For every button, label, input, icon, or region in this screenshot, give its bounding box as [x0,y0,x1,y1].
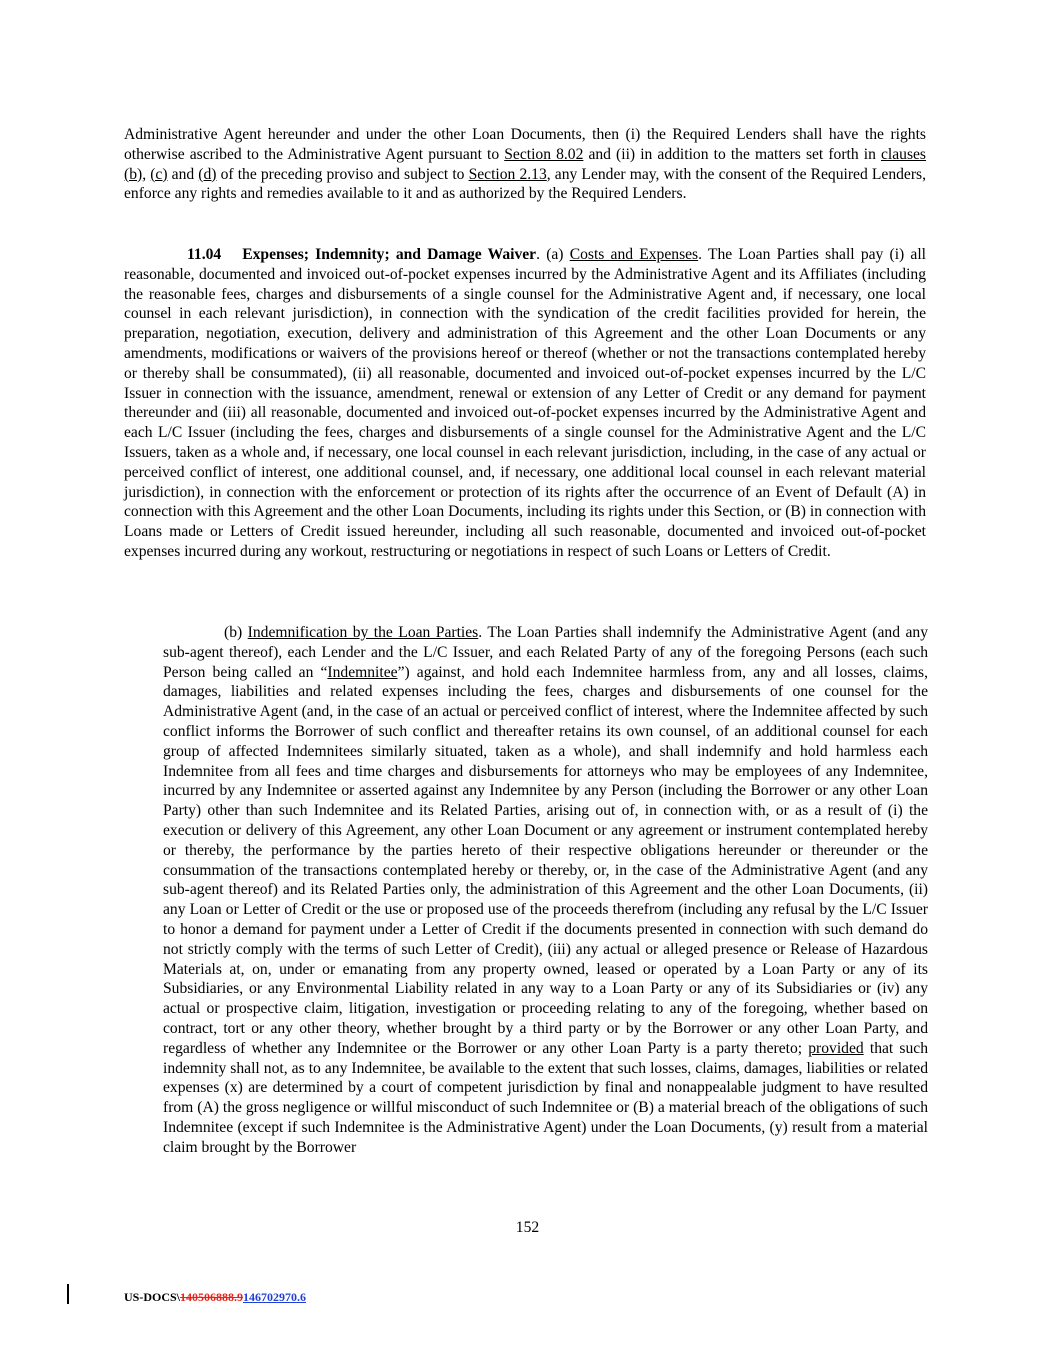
text-run: and [167,165,199,183]
text-run: and (ii) in addition to the matters set forth in [583,145,881,163]
page-number: 152 [515,1219,540,1236]
inserted-document-id: 146702970.6 [243,1290,307,1304]
text-run: , [142,165,151,183]
document-id-footer [124,1288,306,1308]
text-run: of the preceding proviso and subject to [216,165,469,183]
footer-prefix: US-DOCS\ [124,1290,181,1304]
text-run: that such indemnity shall not, as to any Indemnitee, be available to the extent that such losses, claims, damages, liabilities or related expenses (x) are determined by a court of competent jurisdiction by final and nonappealable judgment to have resulted from (A) the gross negligence or willful misconduct of such Indemnitee or (B) a material breach of the obligations of such Indemnitee (except if such Indemnitee is the Administrative Agent) under the Loan Documents, (y) result from a material claim brought by the Borrower [163,1039,928,1156]
cross-reference: clauses (b) [124,145,926,183]
section-number: 11.04 [187,246,222,263]
cross-reference: Section 8.02 [504,145,584,163]
paragraph-b [163,623,928,1158]
cross-reference: (d) [198,165,217,183]
text-run: , any Lender may, with the consent of the Required Lenders, enforce any rights and remedies available to it and as authorized by the Required Lenders. [124,165,927,203]
text-run: . The Loan Parties shall indemnify the Administrative Agent (and any sub-agent thereof), each Lender and the L/C Issuer, and each Related Party of any of the foregoing Persons (each such Person being called an “ [163,624,928,681]
section-11-04-paragraph [124,245,926,562]
clause-label: (b) [224,624,243,641]
text-run: . (a) [536,246,570,263]
cross-reference: (c) [150,165,168,183]
text-run: . The Loan Parties shall pay (i) all reasonable, documented and invoiced out-of-pocket expenses incurred by the Administrative Agent and its Affiliates (including the reasonable fees, charges and disbursements of a single counsel for the Administrative Agent and, if necessary, one local counsel in each relevant jurisdiction), in connection with the syndication of the credit facilities provided for herein, the preparation, negotiation, execution, delivery and administration of this Agreement and the other Loan Documents or any amendments, modifications or waivers of the provisions hereof or thereof (whether or not the transactions contemplated hereby or thereby shall be consummated), (ii) all reasonable, documented and invoiced out-of-pocket expenses incurred by the L/C Issuer in connection with the issuance, amendment, renewal or extension of any Letter of Credit or any demand for payment thereunder and (iii) all reasonable, documented and invoiced out-of-pocket expenses incurred by the Administrative Agent and each L/C Issuer (including the fees, charges and disbursements of a single counsel for the Administrative Agent and the L/C Issuers, taken as a whole and, if necessary, one local counsel in each relevant jurisdiction, including, in the case of any actual or perceived conflict of interest, one additional counsel, and, if necessary, one additional local counsel in each relevant material jurisdiction), in connection with the enforcement or protection of its rights after the occurrence of an Event of Default (A) in connection with this Agreement and the other Loan Documents, including its rights under this Section, or (B) in connection with Loans made or Letters of Credit issued hereunder, including all such reasonable, documented and invoiced out-of-pocket expenses incurred during any workout, restructuring or negotiations in respect of such Loans or Letters of Credit. [124,246,926,560]
proviso-term: provided [808,1039,864,1057]
text-run: Administrative Agent hereunder and under the other Loan Documents, then (i) the Required Lenders shall have the rights otherwise ascribed to the Administrative Agent pursuant to [124,126,926,163]
change-bar [67,1284,69,1304]
subsection-heading: Costs and Expenses [569,246,699,263]
subsection-heading: Indemnification by the Loan Parties [247,624,479,641]
section-heading: Expenses; Indemnity; and Damage Waiver [242,246,537,263]
deleted-document-id: 140506888.9 [180,1290,244,1304]
defined-term: Indemnitee [327,663,398,681]
paragraph-continuation [124,125,926,204]
cross-reference: Section 2.13 [468,165,547,183]
text-run: ”) against, and hold each Indemnitee harmless from, any and all losses, claims, damages, liabilities and related expenses including the fees, charges and disbursements of one counsel for the Administrative Agent (and, in the case of an actual or perceived conflict of interest, where the Indemnitee affected by such conflict informs the Borrower of such conflict and thereafter retains its own counsel, of an additional counsel for each group of affected Indemnitees similarly situated, taken as a whole), and shall indemnify and hold harmless each Indemnitee from all fees and time charges and disbursements for attorneys who may be employees of any Indemnitee, incurred by any Indemnitee or asserted against any Indemnitee by any Person (including the Borrower or any other Loan Party) other than such Indemnitee and its Related Parties, arising out of, in connection with, or as a result of (i) the execution or delivery of this Agreement, any other Loan Document or any agreement or instrument contemplated hereby or thereby, the performance by the parties hereto of their respective obligations hereunder or thereunder or the consummation of the transactions contemplated hereby or thereby, or, in the case of the Administrative Agent (and any sub-agent thereof) and its Related Parties only, the administration of this Agreement and the other Loan Documents, (ii) any Loan or Letter of Credit or the use or proposed use of the proceeds therefrom (including any refusal by the L/C Issuer to honor a demand for payment under a Letter of Credit if the documents presented in connection with such demand do not strictly comply with the terms of such Letter of Credit), (iii) any actual or alleged presence or Release of Hazardous Materials at, on, under or emanating from any property owned, leased or operated by a Loan Party or any of its Subsidiaries, or any Environmental Liability related in any way to a Loan Party or any of its Subsidiaries or (iv) any actual or prospective claim, litigation, investigation or proceeding relating to any of the foregoing, whether based on contract, tort or any other theory, whether brought by a third party or by the Borrower or any other Loan Party, and regardless of whether any Indemnitee or the Borrower or any other Loan Party is a party thereto; [163,663,929,1057]
